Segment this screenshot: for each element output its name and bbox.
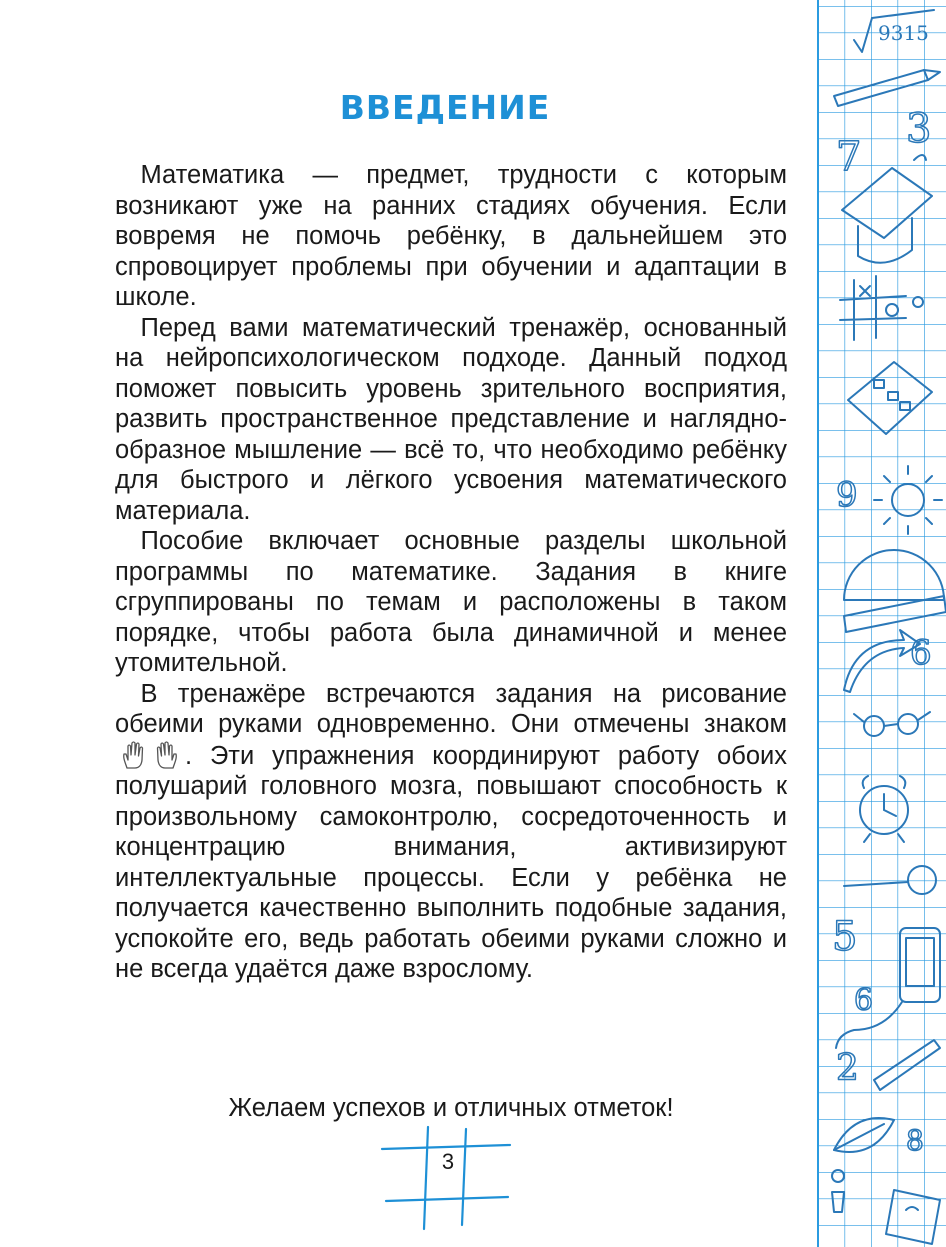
- paragraph-3-text: Пособие включает основные разделы школьной программы по математике. Задания в книге сгруппированы по темам и расположены в таком порядке, чтобы работа была динамичной и менее утомительной.: [115, 527, 787, 677]
- paragraph-2-text: Перед вами математический тренажёр, основанный на нейропсихологическом подходе. Данный подход поможет повысить уровень зрительного восприятия, развить пространственное представление и наглядно-образное мышление — всё то, что необходимо ребёнку для быстрого и лёгкого усвоения математического материала.: [115, 313, 787, 525]
- paragraph-4-text-after: . Эти упражнения координируют работу обоих полушарий головного мозга, повышают способность к произвольному самоконтролю, сосредоточенность и концентрацию внимания, активизируют интеллектуальные процессы. Если у ребёнка не получается качественно выполнить подобные задания, успокойте его, ведь работать обеими руками сложно и не всегда удаётся даже взрослому.: [115, 741, 787, 983]
- intro-text: [115, 160, 787, 985]
- svg-text:7: 7: [836, 134, 862, 180]
- math-doodles-decoration: [814, 0, 946, 1247]
- closing-wish: Желаем успехов и отличных отметок!: [228, 1094, 674, 1122]
- paragraph-2: [115, 313, 787, 527]
- svg-text:3: 3: [906, 106, 932, 152]
- svg-text:5: 5: [832, 914, 858, 960]
- page-title: ВВЕДЕНИЕ: [339, 88, 551, 127]
- svg-text:2: 2: [836, 1048, 859, 1089]
- page-number-grid-icon: [380, 1125, 512, 1231]
- svg-text:9315: 9315: [878, 21, 929, 45]
- svg-text:9: 9: [836, 475, 858, 515]
- svg-text:6: 6: [854, 983, 874, 1018]
- svg-text:8: 8: [906, 1124, 924, 1157]
- page-number: 3: [441, 1149, 455, 1174]
- paragraph-4-text-before: В тренажёре встречаются задания на рисование обеими руками одновременно. Они отмечены знаком: [115, 679, 787, 738]
- paragraph-1: [115, 160, 787, 313]
- paragraph-4: [115, 679, 787, 985]
- svg-text:6: 6: [910, 633, 932, 673]
- two-hands-icon: [121, 740, 179, 770]
- paragraph-1-text: Математика — предмет, трудности с которым возникают уже на ранних стадиях обучения. Если вовремя не помочь ребёнку, в дальнейшем это спровоцирует проблемы при обучении и адаптации в школе.: [115, 161, 787, 311]
- paragraph-3: [115, 526, 787, 679]
